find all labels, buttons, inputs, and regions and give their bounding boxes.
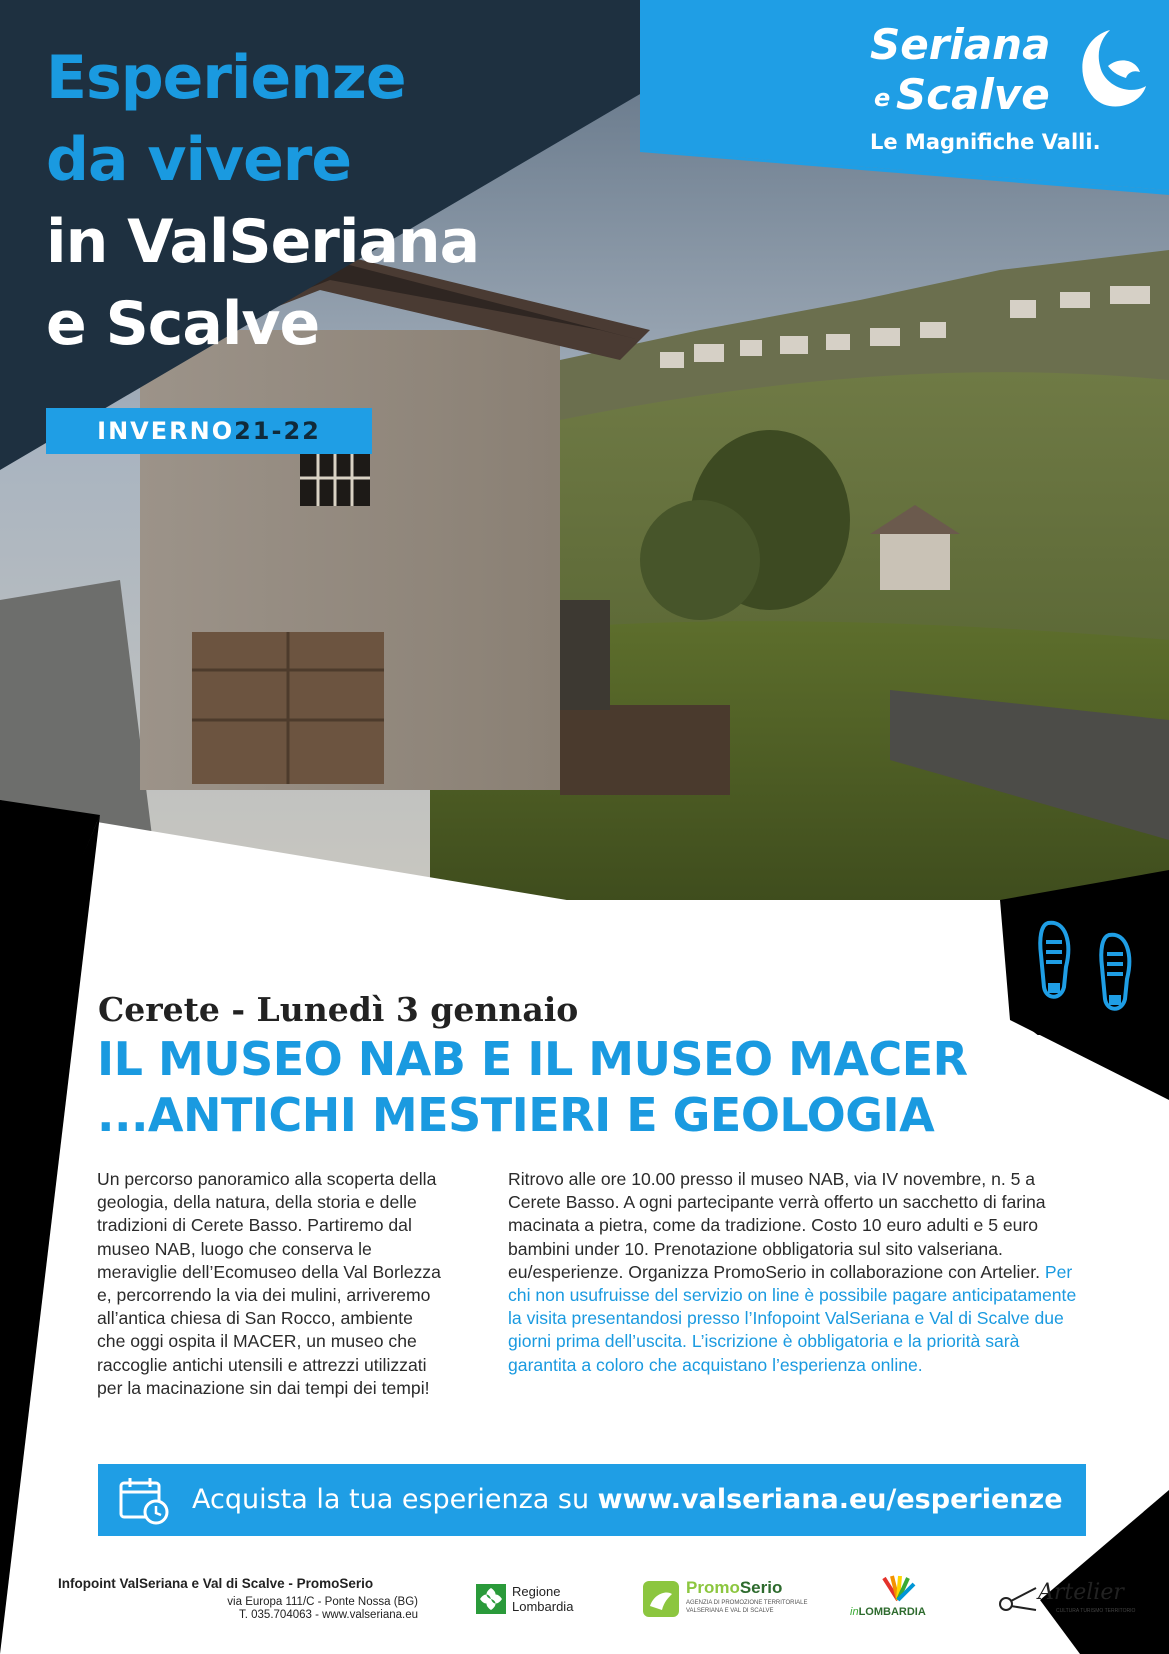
calendar-clock-icon <box>118 1476 170 1526</box>
season-label: INVERNO <box>97 417 235 445</box>
event-headline-line-2: ...ANTICHI MESTIERI E GEOLOGIA <box>97 1088 935 1142</box>
inlombardia-burst-icon <box>878 1574 918 1602</box>
title-line-4: e Scalve <box>46 289 320 359</box>
cta-label: Acquista la tua esperienza su <box>192 1484 590 1515</box>
event-notice: Per chi non usufruisse del servizio on line è possibile pagare anticipatamente la visita presentandosi presso l’Infopoint ValSeriana e Val di Scalve due giorni prima dell’uscita. L’iscrizione è obbligatoria e la priorità sarà garantita a coloro che acquistano l’esperienza online. <box>508 1261 1077 1375</box>
brand-tagline: Le Magnifiche Valli. <box>870 130 1101 154</box>
regione-rose-icon <box>476 1584 506 1614</box>
footprints-icon <box>1006 905 1156 1035</box>
brand-connector: e <box>874 84 891 112</box>
promoserio-sub-1: AGENZIA DI PROMOZIONE TERRITORIALE <box>686 1600 808 1606</box>
season-years: 21-22 <box>234 417 321 445</box>
brand-name-bottom: Scalve <box>896 70 1050 119</box>
inlombardia-logo <box>850 1574 950 1624</box>
inlombardia-b: LOMBARDIA <box>858 1606 926 1618</box>
event-details-block <box>508 1168 1078 1377</box>
event-description: Un percorso panoramico alla scoperta della geologia, della natura, della storia e delle tradizioni di Cerete Basso. Partiremo dal museo NAB, luogo che conserva le meraviglie dell’Ecomuseo della Val Borlezza e, percorrendo la via dei mulini, arriveremo all’antica chiesa di San Rocco, ambiente che oggi ospita il MACER, un museo che raccoglie antichi utensili e attrezzi utilizzati per la macinazione sin dai tempi dei tempi! <box>97 1169 441 1398</box>
regione-lombardia-logo <box>476 1582 596 1622</box>
cta-bar[interactable] <box>98 1464 1086 1536</box>
title-line-1: Esperienze <box>46 43 406 113</box>
brand-name-top: Seriana <box>870 20 1051 69</box>
regione-line-1: Regione <box>512 1584 561 1599</box>
artelier-sub: CULTURA TURISMO TERRITORIO <box>1056 1608 1136 1614</box>
event-headline-line-1: IL MUSEO NAB E IL MUSEO MACER <box>97 1032 968 1086</box>
promoserio-logo <box>642 1578 812 1624</box>
footer-info <box>58 1576 418 1621</box>
inlombardia-a: in <box>850 1606 859 1618</box>
event-details: Ritrovo alle ore 10.00 presso il museo NAB, via IV novembre, n. 5 a Cerete Basso. A ogni partecipante verrà offerto un sacchetto di farina macinata a pietra, come da tradizione. Costo 10 euro adulti e 5 euro bambini under 10. Prenotazione obbligatoria sul sito valseriana. eu/esperienze. Organizza PromoSerio in collaborazione con Artelier. <box>508 1169 1046 1282</box>
season-badge <box>46 408 372 454</box>
title-line-2: da vivere <box>46 125 352 195</box>
footer-contacts: T. 035.704063 - www.valseriana.eu <box>239 1609 418 1621</box>
footer-org: Infopoint ValSeriana e Val di Scalve - PromoSerio <box>58 1576 374 1591</box>
cta-link[interactable]: www.valseriana.eu/esperienze <box>597 1484 1063 1515</box>
artelier-scissors-icon <box>998 1584 1038 1614</box>
promoserio-mark-icon <box>642 1580 680 1618</box>
moon-fox-icon <box>1070 26 1150 116</box>
footer-address: via Europa 111/C - Ponte Nossa (BG) <box>227 1596 418 1608</box>
event-place-date: Cerete - Lunedì 3 gennaio <box>98 990 579 1029</box>
artelier-name: Artelier <box>1038 1580 1124 1605</box>
promoserio-sub-2: VALSERIANA E VAL DI SCALVE <box>686 1608 774 1614</box>
promoserio-name-b: Serio <box>739 1578 783 1597</box>
artelier-logo <box>998 1576 1136 1620</box>
title-line-3: in ValSeriana <box>46 207 480 277</box>
promoserio-name-a: Promo <box>686 1578 740 1597</box>
regione-line-2: Lombardia <box>512 1599 574 1614</box>
cta-text <box>192 1464 1063 1536</box>
